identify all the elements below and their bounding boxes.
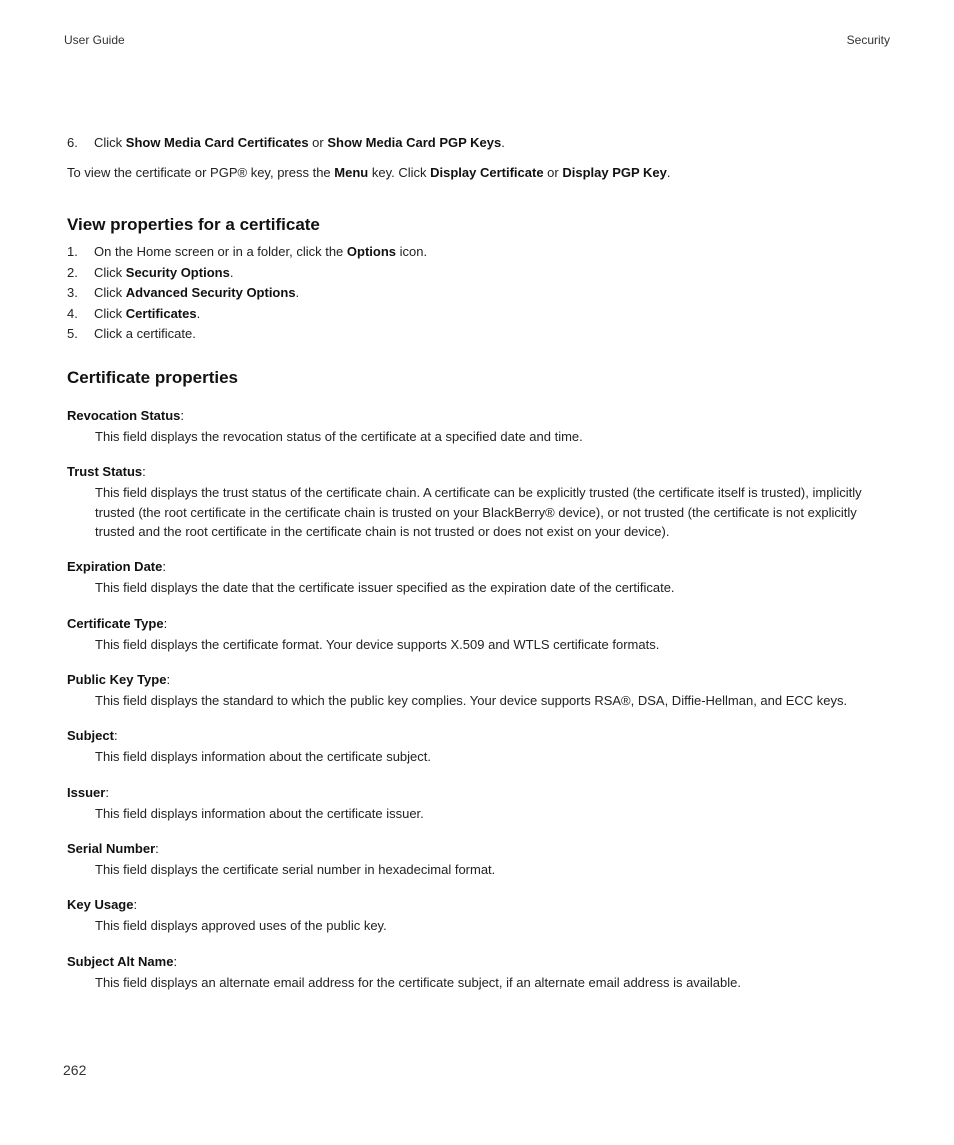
field-term: Serial Number bbox=[67, 841, 156, 856]
step-number: 6. bbox=[67, 135, 78, 150]
field-description: This field displays information about the certificate subject. bbox=[95, 749, 432, 764]
running-header-right: Security bbox=[846, 33, 890, 47]
field-term: Subject Alt Name bbox=[67, 954, 174, 969]
field-term: Trust Status bbox=[67, 464, 143, 479]
view-note: To view the certificate or PGP® key, press the Menu key. Click Display Certificate or Display PGP Key. bbox=[67, 165, 671, 180]
step-6 bbox=[67, 133, 897, 154]
field-description: This field displays the certificate format. Your device supports X.509 and WTLS certificate formats. bbox=[95, 637, 660, 652]
field-term: Public Key Type bbox=[67, 672, 167, 687]
field-term: Subject bbox=[67, 728, 114, 743]
field-description: This field displays the date that the certificate issuer specified as the expiration date of the certificate. bbox=[95, 580, 675, 595]
field-subject-alt-name: Subject Alt Name: This field displays an alternate email address for the certificate subject, if an alternate email address is available. bbox=[67, 952, 897, 993]
running-header-left: User Guide bbox=[64, 33, 125, 47]
section-heading-view-properties: View properties for a certificate bbox=[67, 215, 320, 234]
field-description: This field displays an alternate email address for the certificate subject, if an alternate email address is available. bbox=[95, 975, 741, 990]
field-revocation-status: Revocation Status: This field displays the revocation status of the certificate at a specified date and time. bbox=[67, 406, 897, 447]
field-term: Revocation Status bbox=[67, 408, 181, 423]
field-description: This field displays the standard to which the public key complies. Your device supports RSA®, DSA, Diffie-Hellman, and ECC keys. bbox=[95, 693, 848, 708]
field-certificate-type: Certificate Type: This field displays the certificate format. Your device supports X.509 and WTLS certificate formats. bbox=[67, 614, 897, 655]
field-description: This field displays the certificate serial number in hexadecimal format. bbox=[95, 862, 496, 877]
field-trust-status: Trust Status: This field displays the trust status of the certificate chain. A certificate can be explicitly trusted (the certificate itself is trusted), implicitly trusted (the root certificate in the certificate chain is trusted on your BlackBerry® device), or not trusted (the certificate is not explicitly trusted and the root certificate in the certificate chain is not trusted or does not exist on your device). bbox=[67, 462, 897, 542]
field-term: Key Usage bbox=[67, 897, 134, 912]
field-description: This field displays information about the certificate issuer. bbox=[95, 806, 424, 821]
field-key-usage: Key Usage: This field displays approved uses of the public key. bbox=[67, 895, 897, 936]
list-item: 2. Click Security Options. bbox=[67, 264, 234, 280]
steps-list bbox=[67, 242, 897, 345]
list-item: 1. On the Home screen or in a folder, click the Options icon. bbox=[67, 244, 428, 259]
list-item: 5. Click a certificate. bbox=[67, 326, 196, 341]
field-serial-number: Serial Number: This field displays the certificate serial number in hexadecimal format. bbox=[67, 839, 897, 880]
field-issuer: Issuer: This field displays information about the certificate issuer. bbox=[67, 783, 897, 824]
field-term: Expiration Date bbox=[67, 559, 163, 574]
list-item: 3. Click Advanced Security Options. bbox=[67, 285, 300, 300]
field-expiration-date: Expiration Date: This field displays the date that the certificate issuer specified as the expiration date of the certificate. bbox=[67, 557, 897, 598]
field-subject: Subject: This field displays information about the certificate subject. bbox=[67, 726, 897, 767]
field-description: This field displays the revocation status of the certificate at a specified date and time. bbox=[95, 429, 583, 444]
field-term: Issuer bbox=[67, 785, 106, 800]
field-term: Certificate Type bbox=[67, 616, 164, 631]
field-description: This field displays the trust status of the certificate chain. A certificate can be explicitly trusted (the certificate itself is trusted), implicitly trusted (the root certificate in the certificate chain is trusted on your BlackBerry® device), or not trusted (the certificate is not explicitly trusted and the root certificate in the certificate chain is not trusted or does not exist on your device). bbox=[95, 485, 862, 539]
list-item: 4. Click Certificates. bbox=[67, 305, 201, 321]
field-public-key-type: Public Key Type: This field displays the standard to which the public key complies. Your device supports RSA®, DSA, Diffie-Hellman, and ECC keys. bbox=[67, 670, 897, 711]
step-text: Click Show Media Card Certificates or Show Media Card PGP Keys. bbox=[94, 135, 505, 150]
section-heading-certificate-properties: Certificate properties bbox=[67, 368, 238, 387]
page-number: 262 bbox=[63, 1062, 87, 1078]
field-description: This field displays approved uses of the public key. bbox=[95, 918, 387, 933]
